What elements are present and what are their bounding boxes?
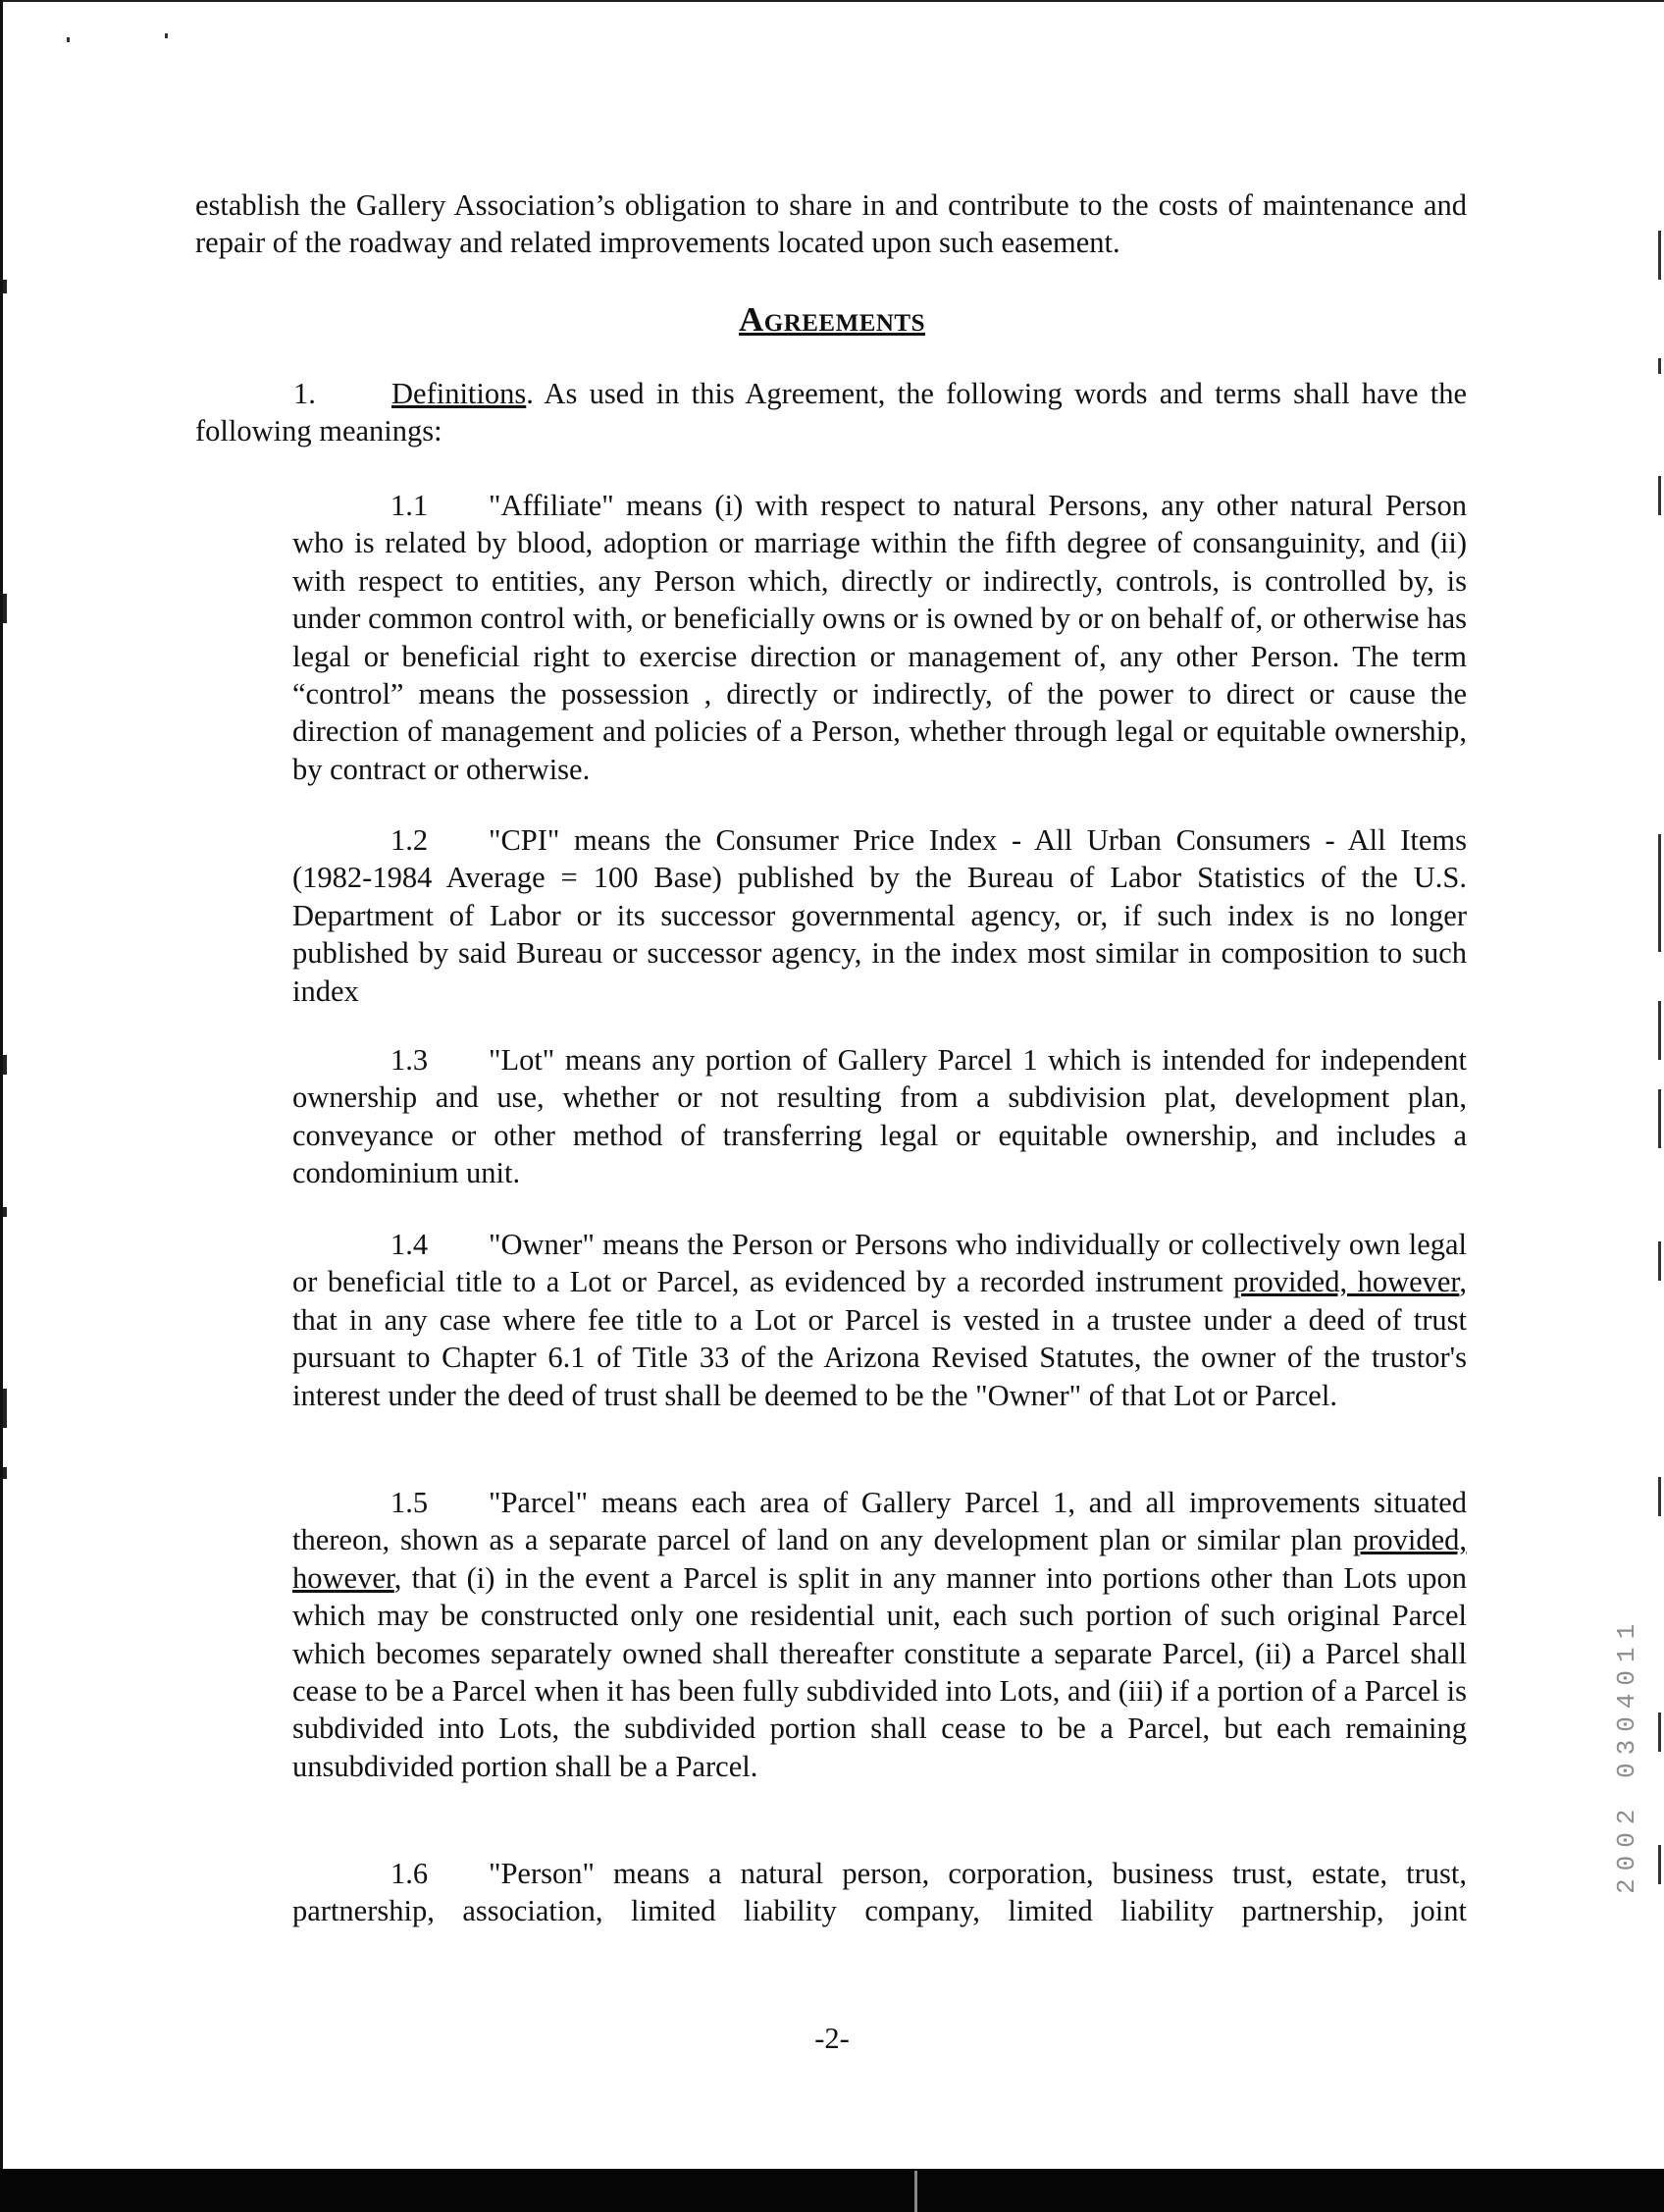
scan-left-tick (3, 1389, 7, 1428)
scan-right-tick (1658, 1845, 1661, 1884)
scan-right-tick (1658, 1241, 1661, 1281)
scan-right-tick (1658, 358, 1661, 374)
definition-number: 1.6 (390, 1857, 429, 1890)
scan-left-tick (3, 1207, 7, 1217)
definition-text-end: , that (i) in the event a Parcel is split in any manner into portions other than Lots upon which may be constructed only one residential unit, each such portion of such original Parcel which becomes separately owned shall thereafter constitute a separate Parcel, (ii) a Parcel shall cease to be a Parcel when it has been fully subdivided into Lots, and (iii) if a portion of a Parcel is subdivided into Lots, the subdivided portion shall cease to be a Parcel, but each remaining unsubdivided portion shall be a Parcel. (292, 1560, 1467, 1783)
section-heading: Agreements (738, 300, 926, 339)
page-number: -2- (814, 2022, 850, 2055)
scan-bottom-edge (0, 2169, 1664, 2212)
scan-right-tick (1658, 1089, 1661, 1148)
scan-left-tick (3, 280, 7, 293)
definition-paragraph (292, 1484, 1467, 1785)
section-1-title: Definitions (391, 377, 527, 410)
definition-text: "Affiliate" means (i) with respect to natural Persons, any other natural Person who is related by blood, adoption or marriage within the fifth degree of consanguinity, and (ii) with respect to entities, any Person which, directly or indirectly, controls, is controlled by, is under common control with, or beneficially owns or is owned by or on behalf of, or otherwise has legal or beneficial right to exercise direction or management of, any other Person. The term “control” means the possession , directly or indirectly, of the power to direct or cause the direction of management and policies of a Person, whether through legal or equitable ownership, by contract or otherwise. (292, 489, 1467, 786)
definition-text: "CPI" means the Consumer Price Index - All Urban Consumers - All Items (1982-1984 Average = 100 Base) published by the Bureau of Labor Statistics of the U.S. Department of Labor or its successor governmental agency, or, if such index is no longer published by said Bureau or successor agency, in the index most similar in composition to such index (292, 823, 1467, 1008)
definition-paragraph (292, 1226, 1467, 1414)
scan-right-tick (1658, 1477, 1661, 1516)
scan-speck (67, 37, 70, 42)
definition-number: 1.1 (390, 489, 429, 522)
section-1-intro: . As used in this Agreement, the following words and terms shall have the following meanings: (195, 377, 1467, 448)
scan-left-tick (3, 1055, 7, 1075)
scan-speck (165, 33, 168, 38)
scan-top-edge (0, 0, 1664, 2)
definition-text: "Lot" means any portion of Gallery Parcel 1 which is intended for independent ownership and use, whether or not resulting from a subdivision plat, development plan, conveyance or other method of transferring legal or equitable ownership, and includes a condominium unit. (292, 1043, 1467, 1190)
scan-bottom-notch (914, 2171, 917, 2212)
definition-text-start: "Owner" means the Person or Persons who individually or collectively own legal or beneficial title to a Lot or Parcel, as evidenced by a recorded instrument (292, 1228, 1467, 1299)
recording-stamp-text: 2002 0304011 (1612, 1615, 1641, 1894)
section-1-number: 1. (293, 377, 316, 410)
recording-stamp (1612, 1541, 1641, 1894)
scan-left-tick (3, 1467, 7, 1479)
scan-right-tick (1658, 834, 1661, 952)
scan-right-tick (1658, 1001, 1661, 1060)
scan-right-tick (1658, 476, 1661, 515)
definition-paragraph (292, 1041, 1467, 1192)
definition-text-end: , that in any case where fee title to a Lot or Parcel is vested in a trustee under a deed of trust pursuant to Chapter 6.1 of Title 33 of the Arizona Revised Statutes, the owner of the trustor's interest under the deed of trust shall be deemed to be the "Owner" of that Lot or Parcel. (292, 1265, 1467, 1412)
definition-text-start: "Parcel" means each area of Gallery Parcel 1, and all improvements situated thereon, shown as a separate parcel of land on any development plan or similar plan (292, 1486, 1467, 1557)
definition-paragraph (292, 487, 1467, 788)
definition-number: 1.5 (390, 1486, 429, 1519)
scan-left-tick (3, 594, 7, 623)
definition-number: 1.2 (390, 823, 429, 857)
definition-text: "Person" means a natural person, corporation, business trust, estate, trust, partnership, association, limited liability company, limited liability partnership, joint (292, 1857, 1467, 1928)
definition-paragraph (292, 821, 1467, 1010)
scan-right-tick (1658, 1712, 1661, 1752)
intro-paragraph: establish the Gallery Association’s obligation to share in and contribute to the costs of maintenance and repair of the roadway and related improvements located upon such easement. (195, 188, 1467, 260)
definition-proviso: provided, however (1233, 1265, 1460, 1299)
scan-right-tick (1658, 231, 1661, 280)
definition-number: 1.4 (390, 1228, 429, 1261)
definition-number: 1.3 (390, 1043, 429, 1077)
definition-proviso: provided, however (292, 1523, 1467, 1595)
section-1-paragraph (195, 375, 1467, 450)
definition-paragraph (292, 1855, 1467, 1930)
